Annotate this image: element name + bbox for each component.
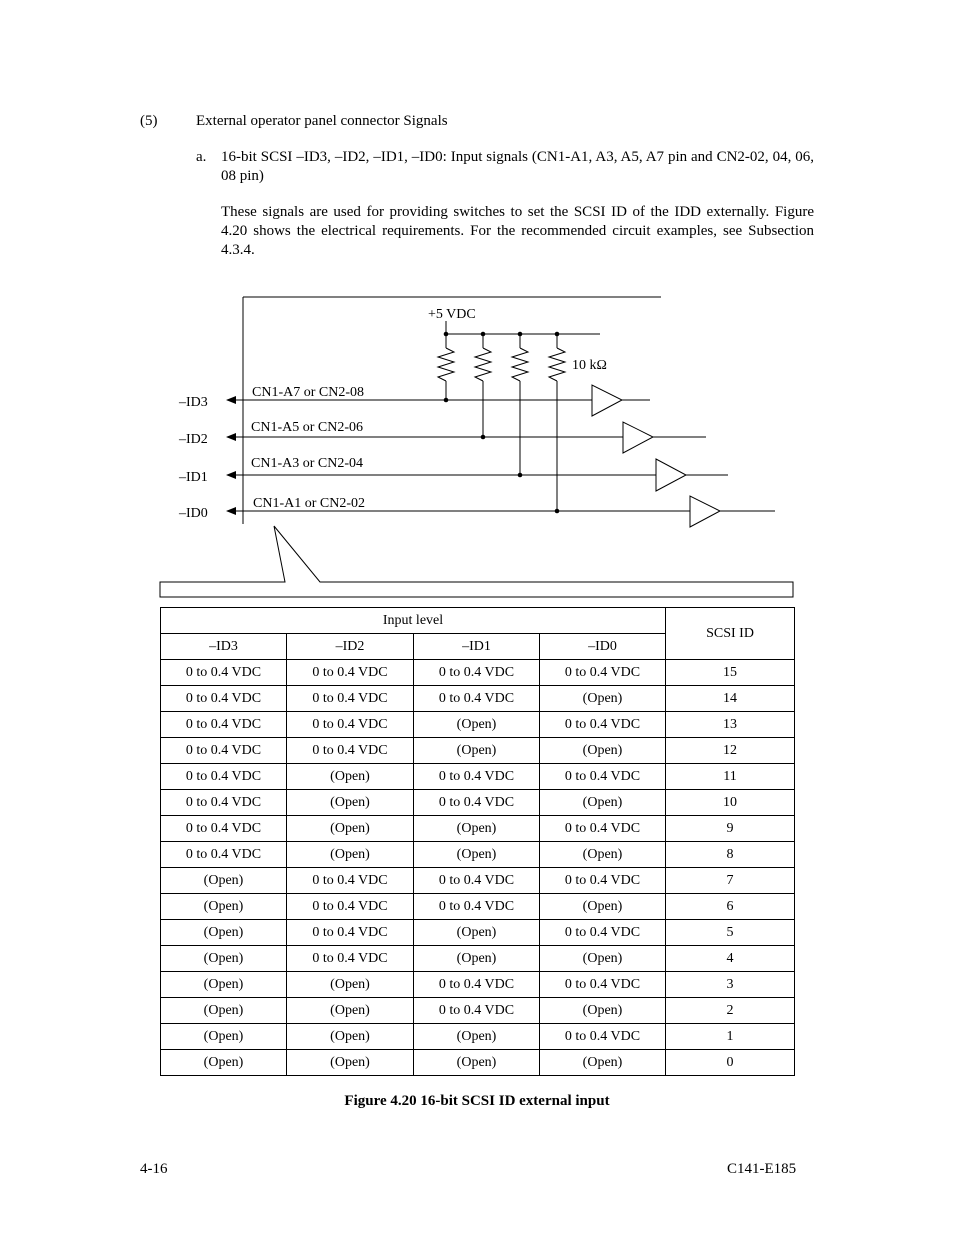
pullup-resistor-id3 [438,334,454,400]
input-level-cell: 0 to 0.4 VDC [287,894,414,920]
input-level-cell: (Open) [414,920,540,946]
scsi-id-cell: 3 [666,972,795,998]
buffer-id3 [592,385,622,416]
table-row [161,660,795,686]
input-level-cell: 0 to 0.4 VDC [161,686,287,712]
scsi-id-cell: 11 [666,764,795,790]
scsi-id-cell: 6 [666,894,795,920]
body-paragraph: These signals are used for providing switches to set the SCSI ID of the IDD externally. Figure 4.20 shows the electrical requirements. For the recommended circuit examples, see Subsection 4.3.4. [221,204,814,258]
column-header: –ID2 [287,634,414,660]
column-header: –ID3 [161,634,287,660]
supply-label: +5 VDC [428,307,476,322]
scsi-id-header: SCSI ID [666,608,795,660]
buffer-id1 [656,459,686,491]
circuit-diagram [0,0,954,610]
resistor-label: 10 kΩ [572,358,607,373]
table-row [161,920,795,946]
pin-label-id3: CN1-A7 or CN2-08 [252,385,364,400]
buffer-id2 [623,422,653,453]
input-level-cell: 0 to 0.4 VDC [540,920,666,946]
input-level-cell: 0 to 0.4 VDC [161,660,287,686]
input-level-cell: (Open) [287,1024,414,1050]
input-level-cell: 0 to 0.4 VDC [161,764,287,790]
input-level-cell: 0 to 0.4 VDC [161,712,287,738]
input-level-cell: (Open) [540,1050,666,1076]
input-level-cell: 0 to 0.4 VDC [414,868,540,894]
figure-caption: Figure 4.20 16-bit SCSI ID external input [344,1093,610,1109]
column-header: –ID1 [414,634,540,660]
input-level-cell: 0 to 0.4 VDC [287,920,414,946]
pullup-resistor-id1 [512,334,528,475]
table-row [161,1024,795,1050]
scsi-id-cell: 15 [666,660,795,686]
input-level-cell: (Open) [287,998,414,1024]
input-level-cell: 0 to 0.4 VDC [540,660,666,686]
input-level-cell: (Open) [161,998,287,1024]
input-level-cell: 0 to 0.4 VDC [161,842,287,868]
input-level-cell: (Open) [414,1024,540,1050]
pin-label-id0: CN1-A1 or CN2-02 [253,496,365,511]
input-level-cell: (Open) [540,998,666,1024]
pin-label-id2: CN1-A5 or CN2-06 [251,420,363,435]
input-level-cell: (Open) [540,686,666,712]
scsi-id-cell: 13 [666,712,795,738]
table-body [161,660,795,1076]
input-level-cell: 0 to 0.4 VDC [540,1024,666,1050]
table-row [161,1050,795,1076]
input-level-cell: (Open) [287,790,414,816]
input-level-cell: 0 to 0.4 VDC [540,816,666,842]
input-level-cell: (Open) [414,712,540,738]
input-level-cell: (Open) [414,842,540,868]
scsi-id-cell: 7 [666,868,795,894]
pullup-resistor-id2 [475,334,491,437]
table-row [161,998,795,1024]
input-level-cell: (Open) [161,894,287,920]
input-level-cell: 0 to 0.4 VDC [414,764,540,790]
signal-name-id1: –ID1 [179,470,208,485]
signal-name-id3: –ID3 [179,395,208,410]
item-letter: a. [196,149,207,165]
input-level-cell: 0 to 0.4 VDC [287,946,414,972]
input-level-cell: (Open) [540,738,666,764]
input-level-cell: (Open) [161,868,287,894]
input-level-cell: (Open) [161,1050,287,1076]
table-row [161,946,795,972]
input-level-cell: (Open) [161,1024,287,1050]
input-level-cell: (Open) [540,842,666,868]
table-row [161,894,795,920]
table-row [161,816,795,842]
input-level-cell: 0 to 0.4 VDC [414,998,540,1024]
input-level-cell: 0 to 0.4 VDC [540,712,666,738]
input-level-cell: 0 to 0.4 VDC [414,894,540,920]
input-level-cell: (Open) [161,920,287,946]
signal-name-id2: –ID2 [179,432,208,447]
scsi-id-cell: 9 [666,816,795,842]
input-level-cell: 0 to 0.4 VDC [287,686,414,712]
input-level-cell: (Open) [287,842,414,868]
input-level-cell: 0 to 0.4 VDC [161,790,287,816]
table-row [161,764,795,790]
scsi-id-cell: 5 [666,920,795,946]
input-level-cell: (Open) [414,1050,540,1076]
input-level-header: Input level [161,608,666,634]
input-level-cell: (Open) [287,764,414,790]
column-header: –ID0 [540,634,666,660]
input-level-cell: (Open) [287,1050,414,1076]
scsi-id-cell: 4 [666,946,795,972]
page-number: 4-16 [140,1161,168,1177]
input-level-cell: 0 to 0.4 VDC [287,712,414,738]
scsi-id-cell: 8 [666,842,795,868]
section-title: External operator panel connector Signals [196,113,448,129]
scsi-id-table [160,607,795,1076]
input-level-cell: (Open) [540,946,666,972]
input-level-cell: (Open) [414,946,540,972]
table-row [161,842,795,868]
input-level-cell: 0 to 0.4 VDC [540,972,666,998]
input-level-cell: (Open) [414,816,540,842]
input-level-cell: 0 to 0.4 VDC [414,790,540,816]
input-level-cell: (Open) [161,972,287,998]
pin-label-id1: CN1-A3 or CN2-04 [251,456,363,471]
scsi-id-cell: 1 [666,1024,795,1050]
input-level-cell: (Open) [540,790,666,816]
table-row [161,868,795,894]
input-level-cell: (Open) [414,738,540,764]
scsi-id-cell: 12 [666,738,795,764]
table-row [161,686,795,712]
scsi-id-cell: 10 [666,790,795,816]
input-level-cell: 0 to 0.4 VDC [540,868,666,894]
input-level-cell: 0 to 0.4 VDC [540,764,666,790]
callout-pointer [160,526,793,597]
scsi-id-cell: 2 [666,998,795,1024]
input-level-cell: 0 to 0.4 VDC [161,738,287,764]
table-row [161,972,795,998]
input-level-cell: (Open) [287,816,414,842]
scsi-id-cell: 14 [666,686,795,712]
buffer-id0 [690,496,720,527]
input-level-cell: 0 to 0.4 VDC [414,972,540,998]
document-code: C141-E185 [727,1161,797,1177]
section-number: (5) [140,113,158,129]
scsi-id-cell: 0 [666,1050,795,1076]
pullup-resistor-id0 [549,334,565,511]
input-level-cell: 0 to 0.4 VDC [287,660,414,686]
input-level-cell: 0 to 0.4 VDC [161,816,287,842]
item-text: 16-bit SCSI –ID3, –ID2, –ID1, –ID0: Input signals (CN1-A1, A3, A5, A7 pin and CN2-02, 04, 06, 08 pin) [221,149,814,184]
signal-name-id0: –ID0 [179,506,208,521]
input-level-cell: (Open) [540,894,666,920]
input-level-cell: 0 to 0.4 VDC [414,686,540,712]
table-row [161,738,795,764]
input-level-cell: 0 to 0.4 VDC [287,868,414,894]
input-level-cell: (Open) [161,946,287,972]
table-row [161,712,795,738]
table-row [161,790,795,816]
input-level-cell: 0 to 0.4 VDC [414,660,540,686]
input-level-cell: (Open) [287,972,414,998]
input-level-cell: 0 to 0.4 VDC [287,738,414,764]
